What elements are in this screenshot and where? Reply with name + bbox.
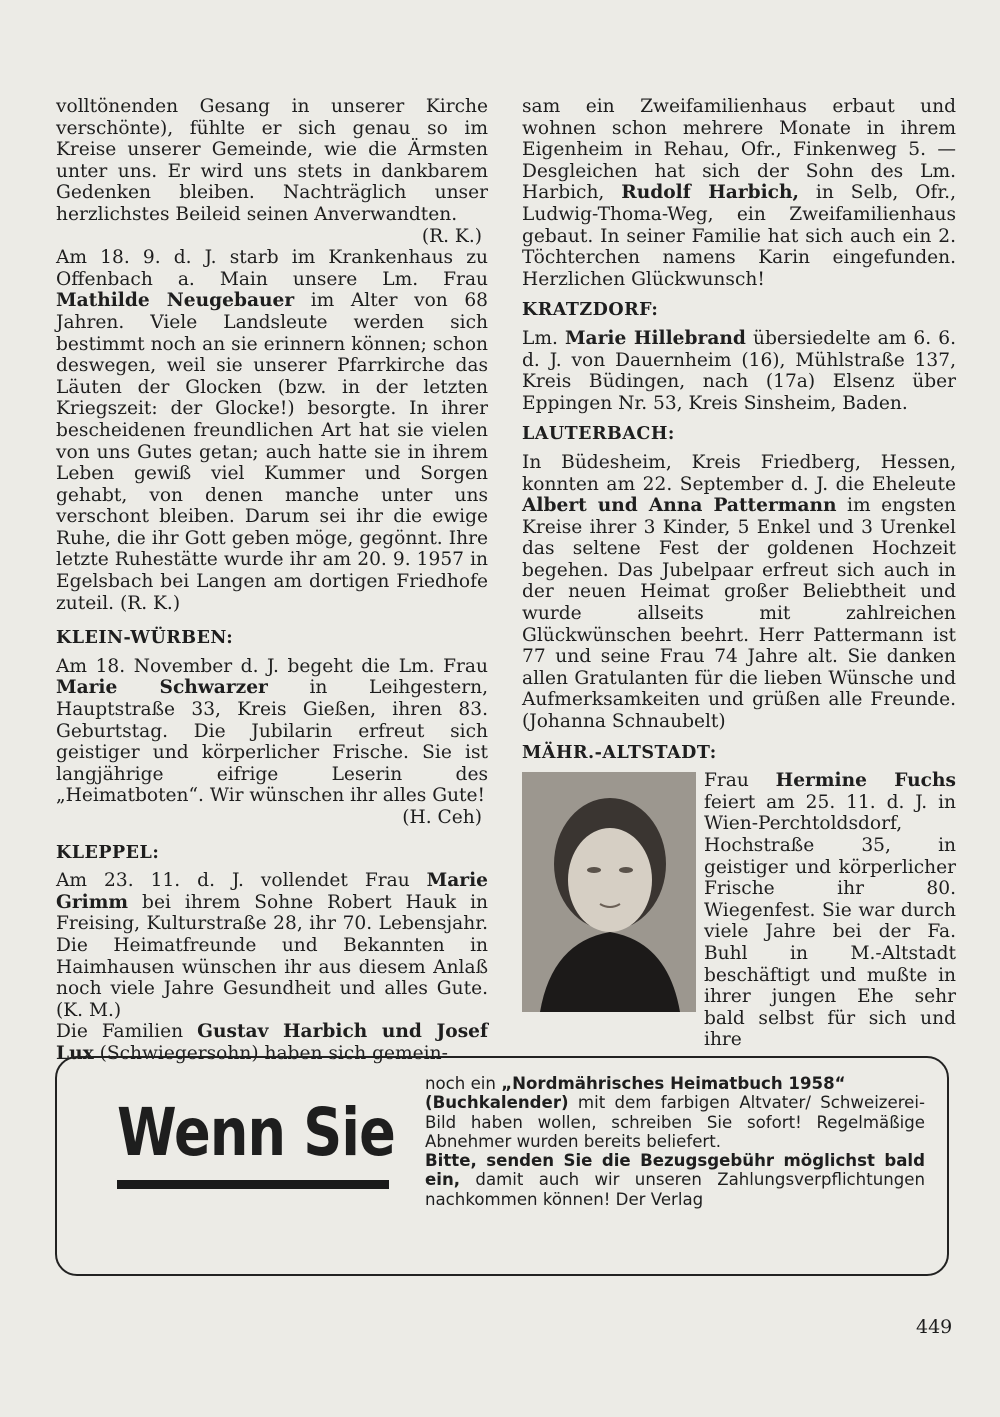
news-harbich-continued: sam ein Zweifamilienhaus erbaut und wohnen schon mehrere Monate in ihrem Eigenheim in Rehau, Ofr., Finkenweg 5. — Desgleichen hat sich der Sohn des Lm. Harbich, Rudolf Harbich, in Selb, Ofr., Ludwig-Thoma-Weg, ein Zweifamilienhaus gebaut. In seiner Familie hat sich auch ein 2. Töchterchen namens Karin eingefunden. Herzlichen Glückwunsch! [522, 96, 957, 290]
person-name: Marie Schwarzer [56, 677, 268, 699]
obituary-continuation: volltönenden Gesang in unserer Kirche verschönte), fühlte er sich genau so im Kreise unserer Gemeinde, wie die Ärmsten unter uns. Er wird uns stets in dankbarem Gedenken bleiben. Nachträglich unser herzlichstes Beileid seinen Anverwandten. [56, 96, 488, 225]
advertisement-box [55, 1056, 949, 1276]
section-heading-klein-wuerben: KLEIN-WÜRBEN: [56, 628, 234, 649]
portrait-caption-text [704, 770, 956, 1051]
birthday-grimm: Am 23. 11. d. J. vollendet Frau Marie Grimm bei ihrem Sohne Robert Hauk in Freising, Kulturstraße 28, ihr 70. Lebensjahr. Die Heimatfreunde und Bekannten in Haimhausen wünschen ihr aus diesem Anlaß noch viele Jahre Gesundheit und alles Gute. (K. M.) [56, 870, 488, 1021]
ad-headline: Wenn Sie [117, 1094, 396, 1171]
birthday-schwarzer: Am 18. November d. J. begeht die Lm. Frau Marie Schwarzer in Leihgestern, Hauptstraße 33, Kreis Gießen, ihren 83. Geburtstag. Die Jubilarin erfreut sich geistiger und körperlicher Frische. Sie ist langjährige eifrige Leserin des „Heimatboten“. Wir wünschen ihr alles Gute! [56, 655, 488, 807]
portrait-illustration [522, 772, 696, 1012]
ad-headline-block [117, 1094, 397, 1189]
section-heading-kleppel: KLEPPEL: [56, 842, 160, 863]
page-number: 449 [916, 1316, 953, 1338]
person-name: Marie Hillebrand [564, 327, 746, 349]
news-harbich-lux: Die Familien Gustav Harbich und Josef Lux (Schwiegersohn) haben sich gemein- [56, 1021, 489, 1064]
section-heading-lauterbach: LAUTERBACH: [522, 424, 675, 445]
right-column [522, 96, 957, 1051]
person-name: Mathilde Neugebauer [56, 290, 295, 312]
person-name: Rudolf Harbich, [621, 182, 799, 204]
section-heading-maehr-altstadt: MÄHR.-ALTSTADT: [522, 742, 717, 763]
ad-line-3: Bitte, senden Sie die Bezugsgebühr möglichst bald ein, damit auch wir unseren Zahlungsverpflichtungen nachkommen können! Der Verlag [425, 1151, 925, 1209]
person-name: Gustav Harbich und Josef Lux [56, 1021, 489, 1064]
portrait-block [522, 770, 956, 1051]
signature-ceh: (H. Ceh) [402, 807, 482, 828]
section-heading-kratzdorf: KRATZDORF: [522, 300, 659, 321]
obituary-neugebauer: Am 18. 9. d. J. starb im Krankenhaus zu Offenbach a. Main unsere Lm. Frau Mathilde Neugebauer im Alter von 68 Jahren. Viele Landsleute werden sich bestimmt noch an sie erinnern können; schon deswegen, weil sie unserer Pfarrkirche das Läuten der Glocken (bzw. in der letzten Kriegszeit: der Glocke!) besorgte. In ihrer bescheidenen freundlichen Art hat sie vielen von uns Gutes getan; auch hatte sie in ihrem Leben gewiß viel Kummer und Sorgen gehabt, von denen manche unter uns verschont bleiben. Darum sei ihr die ewige Ruhe, die ihr Gott geben möge, gegönnt. Ihre letzte Ruhestätte wurde ihr am 20. 9. 1957 in Egelsbach bei Langen am dortigen Friedhofe zuteil. (R. K.) [56, 247, 488, 614]
ad-underline-bar [117, 1180, 389, 1189]
ad-body [425, 1074, 925, 1209]
birthday-fuchs: Frau Hermine Fuchs feiert am 25. 11. d. J. in Wien-Perchtoldsdorf, Hochstraße 35, in geistiger und körperlicher Frische ihr 80. Wiegenfest. Sie war durch viele Jahre bei der Fa. Buhl in M.-Altstadt beschäftigt und mußte in ihrer jungen Ehe sehr bald selbst für sich und ihre [704, 770, 956, 1051]
ad-line-1: noch ein „Nordmährisches Heimatbuch 1958“ [425, 1074, 846, 1093]
person-name: Hermine Fuchs [775, 770, 956, 792]
anniversary-pattermann: In Büdesheim, Kreis Friedberg, Hessen, konnten am 22. September d. J. die Eheleute Albert und Anna Pattermann im engsten Kreise ihrer 3 Kinder, 5 Enkel und 3 Urenkel das seltene Fest der goldenen Hochzeit begehen. Das Jubelpaar erfreut sich auch in der neuen Heimat großer Beliebtheit und wurde allseits mit zahlreichen Glückwünschen beehrt. Herr Pattermann ist 77 und seine Frau 74 Jahre alt. Sie danken allen Gratulanten für die lieben Wünsche und Aufmerksamkeiten und grüßen alle Freunde. (Johanna Schnaubelt) [522, 451, 956, 733]
ad-line-2: (Buchkalender) mit dem farbigen Altvater/ Schweizerei-Bild haben wollen, schreiben Sie sofort! Regelmäßige Abnehmer wurden bereits beliefert. [425, 1093, 925, 1151]
relocation-hillebrand: Lm. Marie Hillebrand übersiedelte am 6. 6. d. J. von Dauernheim (16), Mühlstraße 137, Kreis Büdingen, nach (17a) Elsenz über Eppingen Nr. 53, Kreis Sinsheim, Baden. [522, 327, 956, 414]
person-name: Marie Grimm [56, 870, 488, 913]
signature-rk-1: (R. K.) [421, 225, 482, 247]
portrait-photo [522, 772, 696, 1012]
person-name: Albert und Anna Pattermann [522, 495, 837, 517]
left-column [56, 96, 488, 1065]
